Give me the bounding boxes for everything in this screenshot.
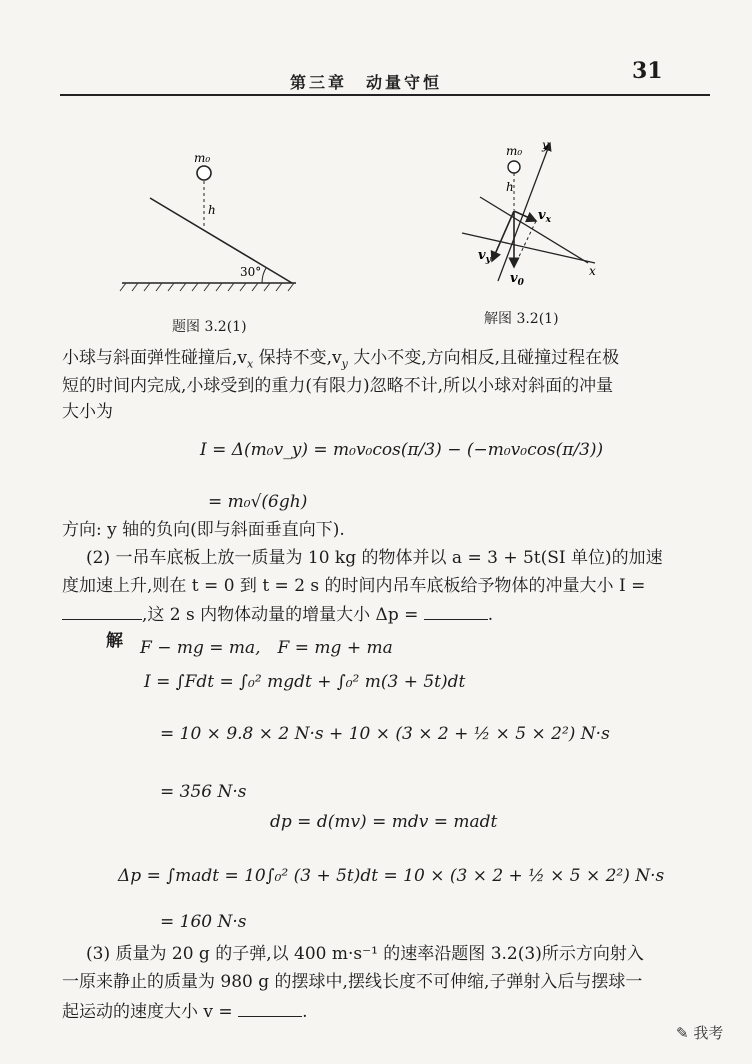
- height-label: h: [208, 203, 216, 217]
- problem-figure: [110, 140, 320, 310]
- solution-figure-caption: 解图 3.2(1): [484, 311, 559, 327]
- v0-label: $v_0$: [510, 271, 524, 285]
- problem-figure-caption: 题图 3.2(1): [172, 319, 247, 335]
- page-number: 31: [632, 58, 663, 84]
- x-axis-label: x: [589, 264, 596, 278]
- solution-figure: [450, 135, 610, 285]
- answer-blank-velocity[interactable]: [238, 1002, 302, 1017]
- ball-m0: [197, 166, 211, 180]
- vy-label: $v_y$: [478, 248, 491, 265]
- solution-line7: = 160 N·s: [160, 912, 247, 932]
- solution-line2: I = ∫Fdt = ∫₀² mgdt + ∫₀² m(3 + 5t)dt: [144, 672, 466, 692]
- chat-icon: ✎: [676, 1024, 689, 1042]
- para1-line1: 小球与斜面弹性碰撞后$,v_x$ 保持不变$,v_y$ 大小不变,方向相反,且碰撞过程在极: [62, 348, 620, 371]
- vx-label: $v_x$: [538, 208, 551, 225]
- mass-label: m₀: [194, 151, 211, 165]
- chapter-title: 第三章 动量守恒: [290, 73, 443, 92]
- q2-line2: 度加速上升,则在 t = 0 到 t = 2 s 的时间内吊车底板给予物体的冲量大小 I =: [62, 576, 646, 596]
- q3-line2: 一原来静止的质量为 980 g 的摆球中,摆线长度不可伸缩,子弹射入后与摆球一: [62, 972, 643, 992]
- vy-vector: [492, 211, 514, 261]
- y-axis-label: y: [542, 138, 549, 152]
- answer-blank-impulse[interactable]: [62, 605, 142, 620]
- angle-label: 30°: [240, 265, 262, 279]
- mass-label-solution: m₀: [506, 144, 523, 158]
- solution-line5: dp = d(mv) = mdv = madt: [270, 812, 498, 832]
- height-label-solution: h: [506, 180, 514, 194]
- impulse-result: = m₀√(6gh): [208, 492, 308, 512]
- solution-label: 解: [106, 631, 123, 651]
- para1-line2: 短的时间内完成,小球受到的重力(有限力)忽略不计,所以小球对斜面的冲量: [62, 376, 614, 396]
- watermark: ✎ 我考: [676, 1024, 724, 1042]
- answer-blank-momentum[interactable]: [424, 605, 488, 620]
- direction-line: 方向: y 轴的负向(即与斜面垂直向下).: [62, 520, 345, 540]
- impulse-equation: I = Δ(m₀v_y) = m₀v₀cos(π/3) − (−m₀v₀cos(π/3)): [200, 440, 604, 460]
- solution-line1: F − mg = ma, F = mg + ma: [140, 638, 393, 658]
- dashed-parallelogram: [514, 221, 536, 267]
- q2-line3: ,这 2 s 内物体动量的增量大小 Δp = .: [62, 605, 493, 624]
- para1-line3: 大小为: [62, 402, 113, 422]
- solution-line4: = 356 N·s: [160, 782, 247, 802]
- q2-line1: (2) 一吊车底板上放一质量为 10 kg 的物体并以 a = 3 + 5t(SI 单位)的加速: [86, 548, 663, 568]
- q3-line1: (3) 质量为 20 g 的子弹,以 400 m·s⁻¹ 的速率沿题图 3.2(3)所示方向射入: [86, 944, 644, 964]
- header-rule: [60, 94, 710, 96]
- solution-line6: Δp = ∫madt = 10∫₀² (3 + 5t)dt = 10 × (3 × 2 + ½ × 5 × 2²) N·s: [118, 866, 665, 886]
- solution-line3: = 10 × 9.8 × 2 N·s + 10 × (3 × 2 + ½ × 5 × 2²) N·s: [160, 724, 610, 744]
- ball-m0-solution: [508, 161, 520, 173]
- q3-line3: 起运动的速度大小 v = .: [62, 1002, 308, 1022]
